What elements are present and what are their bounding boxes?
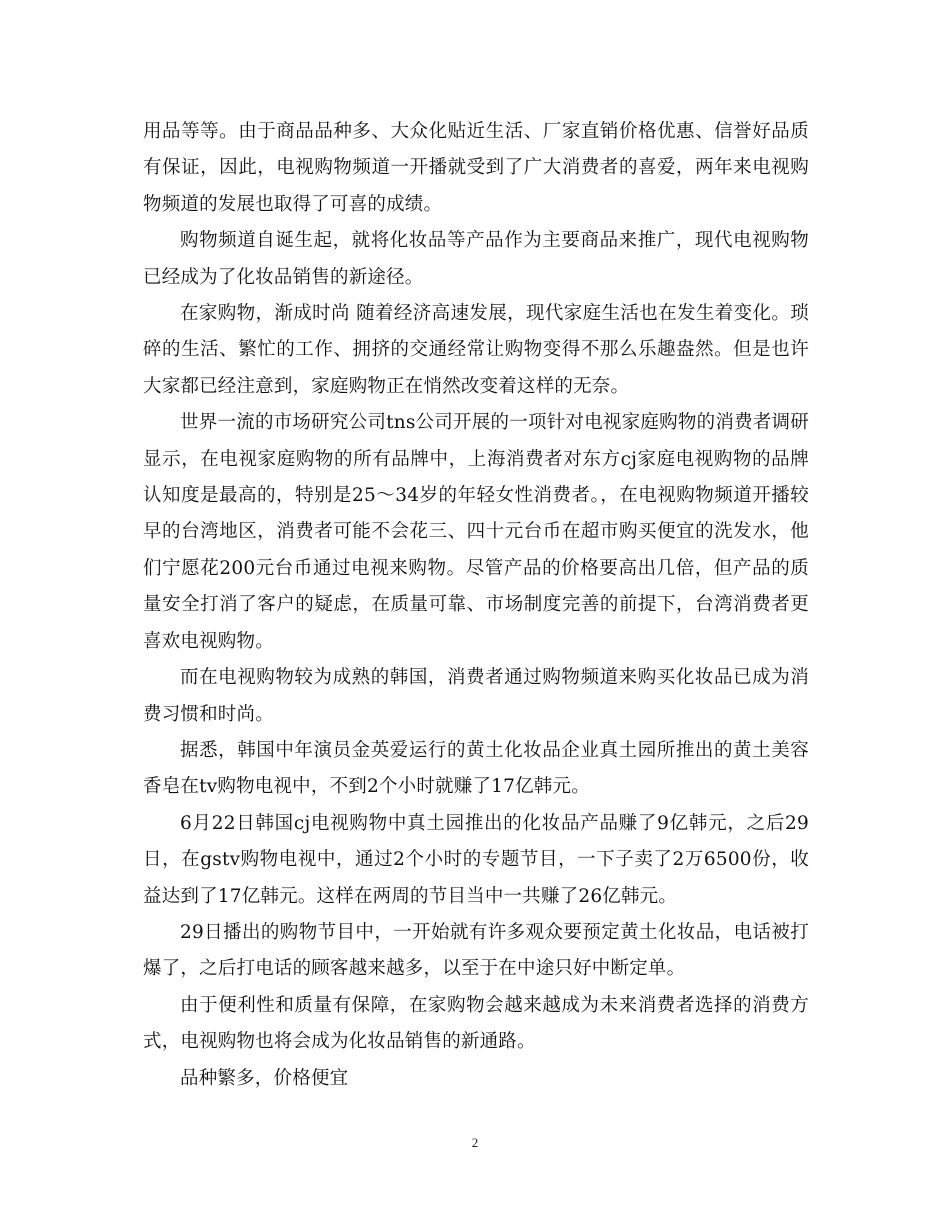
paragraph-continued: 用品等等。由于商品品种多、大众化贴近生活、厂家直销价格优惠、信誉好品质有保证，因此，电视购物频道一开播就受到了广大消费者的喜爱，两年来电视购物频道的发展也取得了可喜的成绩。 bbox=[143, 121, 809, 215]
paragraph-heading: 品种繁多，价格便宜 bbox=[180, 1067, 349, 1089]
page-number: 2 bbox=[471, 1135, 479, 1150]
paragraph: 世界一流的市场研究公司tns公司开展的一项针对电视家庭购物的消费者调研显示，在电视家庭购物的所有品牌中，上海消费者对东方cj家庭电视购物的品牌认知度是最高的，特别是25～34岁的年轻女性消费者。，在电视购物频道开播较早的台湾地区，消费者可能不会花三、四十元台币在超市购买便宜的洗发水，他们宁愿花200元台币通过电视来购物。尽管产品的价格要高出几倍，但产品的质量安全打消了客户的疑虑，在质量可靠、市场制度完善的前提下，台湾消费者更喜欢电视购物。 bbox=[143, 412, 809, 652]
paragraph: 而在电视购物较为成熟的韩国，消费者通过购物频道来购买化妆品已成为消费习惯和时尚。 bbox=[143, 667, 809, 725]
paragraph: 6月22日韩国cj电视购物中真土园推出的化妆品产品赚了9亿韩元，之后29日，在gstv购物电视中，通过2个小时的专题节目，一下子卖了2万6500份，收益达到了17亿韩元。这样在两周的节目当中一共赚了26亿韩元。 bbox=[143, 812, 809, 907]
paragraph: 29日播出的购物节目中，一开始就有许多观众要预定黄土化妆品，电话被打爆了，之后打电话的顾客越来越多，以至于在中途只好中断定单。 bbox=[143, 921, 809, 980]
paragraph: 购物频道自诞生起，就将化妆品等产品作为主要商品来推广，现代电视购物已经成为了化妆品销售的新途径。 bbox=[143, 230, 809, 288]
paragraph: 由于便利性和质量有保障，在家购物会越来越成为未来消费者选择的消费方式，电视购物也将会成为化妆品销售的新通路。 bbox=[143, 994, 809, 1053]
paragraph: 据悉，韩国中年演员金英爱运行的黄土化妆品企业真土园所推出的黄土美容香皂在tv购物电视中，不到2个小时就赚了17亿韩元。 bbox=[143, 739, 809, 798]
body-text bbox=[143, 114, 809, 1097]
paragraph: 在家购物，渐成时尚 随着经济高速发展，现代家庭生活也在发生着变化。琐碎的生活、繁忙的工作、拥挤的交通经常让购物变得不那么乐趣盎然。但是也许大家都已经注意到，家庭购物正在悄然改变着这样的无奈。 bbox=[143, 303, 809, 397]
